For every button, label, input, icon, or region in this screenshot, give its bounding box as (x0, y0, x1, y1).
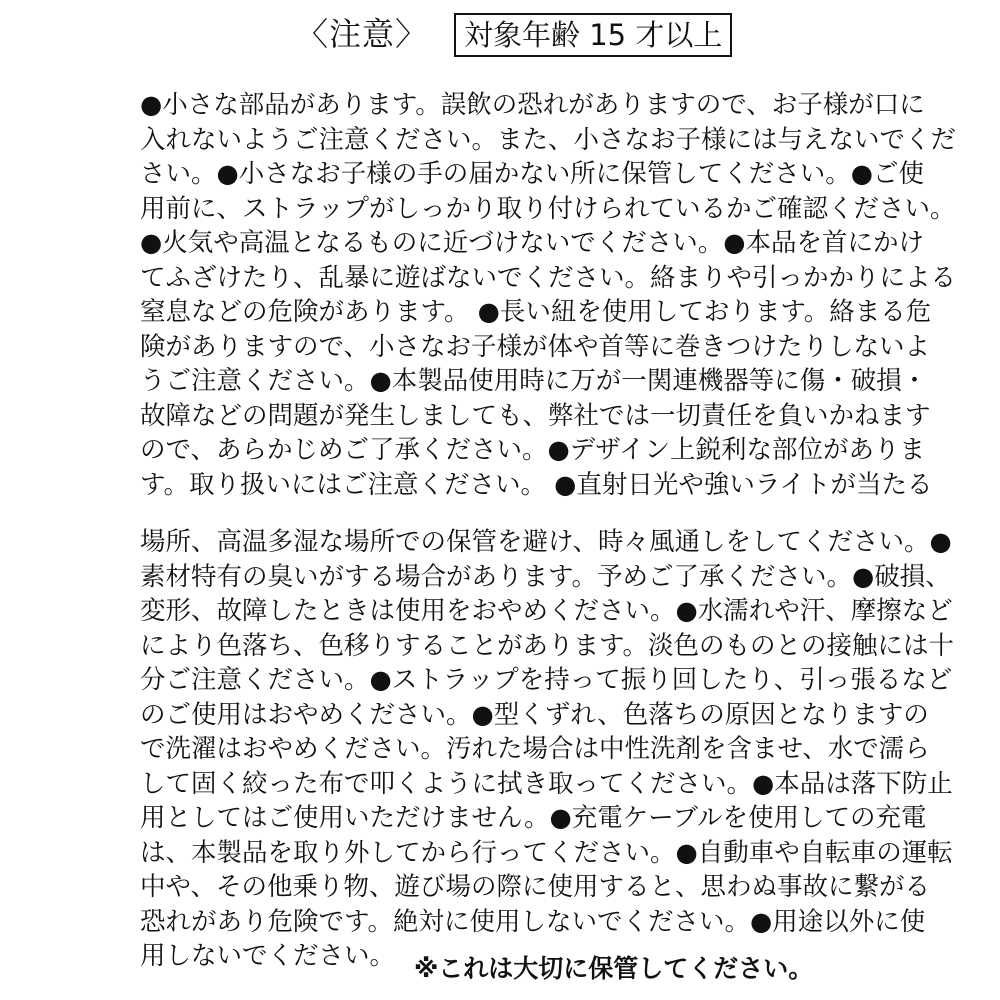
caution-line: てふざけたり、乱暴に遊ばないでください。絡まりや引っかかりによる (140, 262, 957, 293)
caution-line: す。取り扱いにはご注意ください。 ●直射日光や強いライトが当たる (140, 469, 933, 500)
caution-line: 窒息などの危険があります。 ●長い紐を使用しております。絡まる危 (140, 297, 932, 327)
notice-title: 〈注意〉 (296, 15, 429, 53)
caution-line: 変形、故障したときは使用をおやめください。●水濡れや汗、摩擦など (140, 596, 953, 626)
caution-line: うご注意ください。●本製品使用時に万が一関連機器等に傷・破損・ (140, 366, 928, 396)
caution-line: ●小さな部品があります。誤飲の恐れがありますので、お子様が口に (140, 90, 925, 120)
caution-paragraph-2 (140, 525, 954, 974)
caution-paragraph-1 (140, 88, 957, 502)
caution-line: 用前に、ストラップがしっかり取り付けられているかご確認ください。 (140, 193, 956, 224)
caution-line: 用としてはご使用いただけません。●充電ケーブルを使用しての充電 (140, 803, 927, 833)
caution-line: により色落ち、色移りすることがあります。淡色のものとの接触には十 (140, 630, 954, 661)
caution-line: 用しないでください。 (140, 941, 396, 971)
closing-note: ※これは大切に保管してください。 (414, 954, 814, 983)
caution-line: 分ご注意ください。●ストラップを持って振り回したり、引っ張るなど (140, 665, 953, 695)
caution-line: さい。●小さなお子様の手の届かない所に保管してください。●ご使 (140, 159, 925, 189)
caution-line: 険がありますので、小さなお子様が体や首等に巻きつけたりしないよ (140, 331, 930, 362)
age-restriction-label: 対象年齢 15 才以上 (454, 13, 732, 57)
notice-header (296, 8, 732, 60)
caution-line: して固く絞った布で叩くように拭き取ってください。●本品は落下防止 (140, 768, 953, 799)
caution-line: ●火気や高温となるものに近づけないでください。●本品を首にかけ (140, 228, 925, 258)
caution-line: 中や、その他乗り物、遊び場の際に使用すると、思わぬ事故に繋がる (140, 872, 930, 902)
caution-line: 入れないようご注意ください。また、小さなお子様には与えないでくだ (140, 124, 957, 155)
caution-line: 恐れがあり危険です。絶対に使用しないでください。●用途以外に使 (140, 906, 926, 937)
caution-line: 場所、高温多湿な場所での保管を避け、時々風通しをしてください。● (140, 527, 952, 557)
caution-line: のご使用はおやめください。●型くずれ、色落ちの原因となりますの (140, 699, 929, 730)
caution-line: 故障などの問題が発生しましても、弊社では一切責任を負いかねます (140, 400, 931, 431)
caution-line: は、本製品を取り外してから行ってください。●自動車や自転車の運転 (140, 837, 953, 868)
caution-line: で洗濯はおやめください。汚れた場合は中性洗剤を含ませ、水で濡ら (140, 734, 930, 764)
caution-line: ので、あらかじめご了承ください。●デザイン上鋭利な部位がありま (140, 435, 925, 465)
caution-line: 素材特有の臭いがする場合があります。予めご了承ください。●破損、 (140, 561, 951, 592)
